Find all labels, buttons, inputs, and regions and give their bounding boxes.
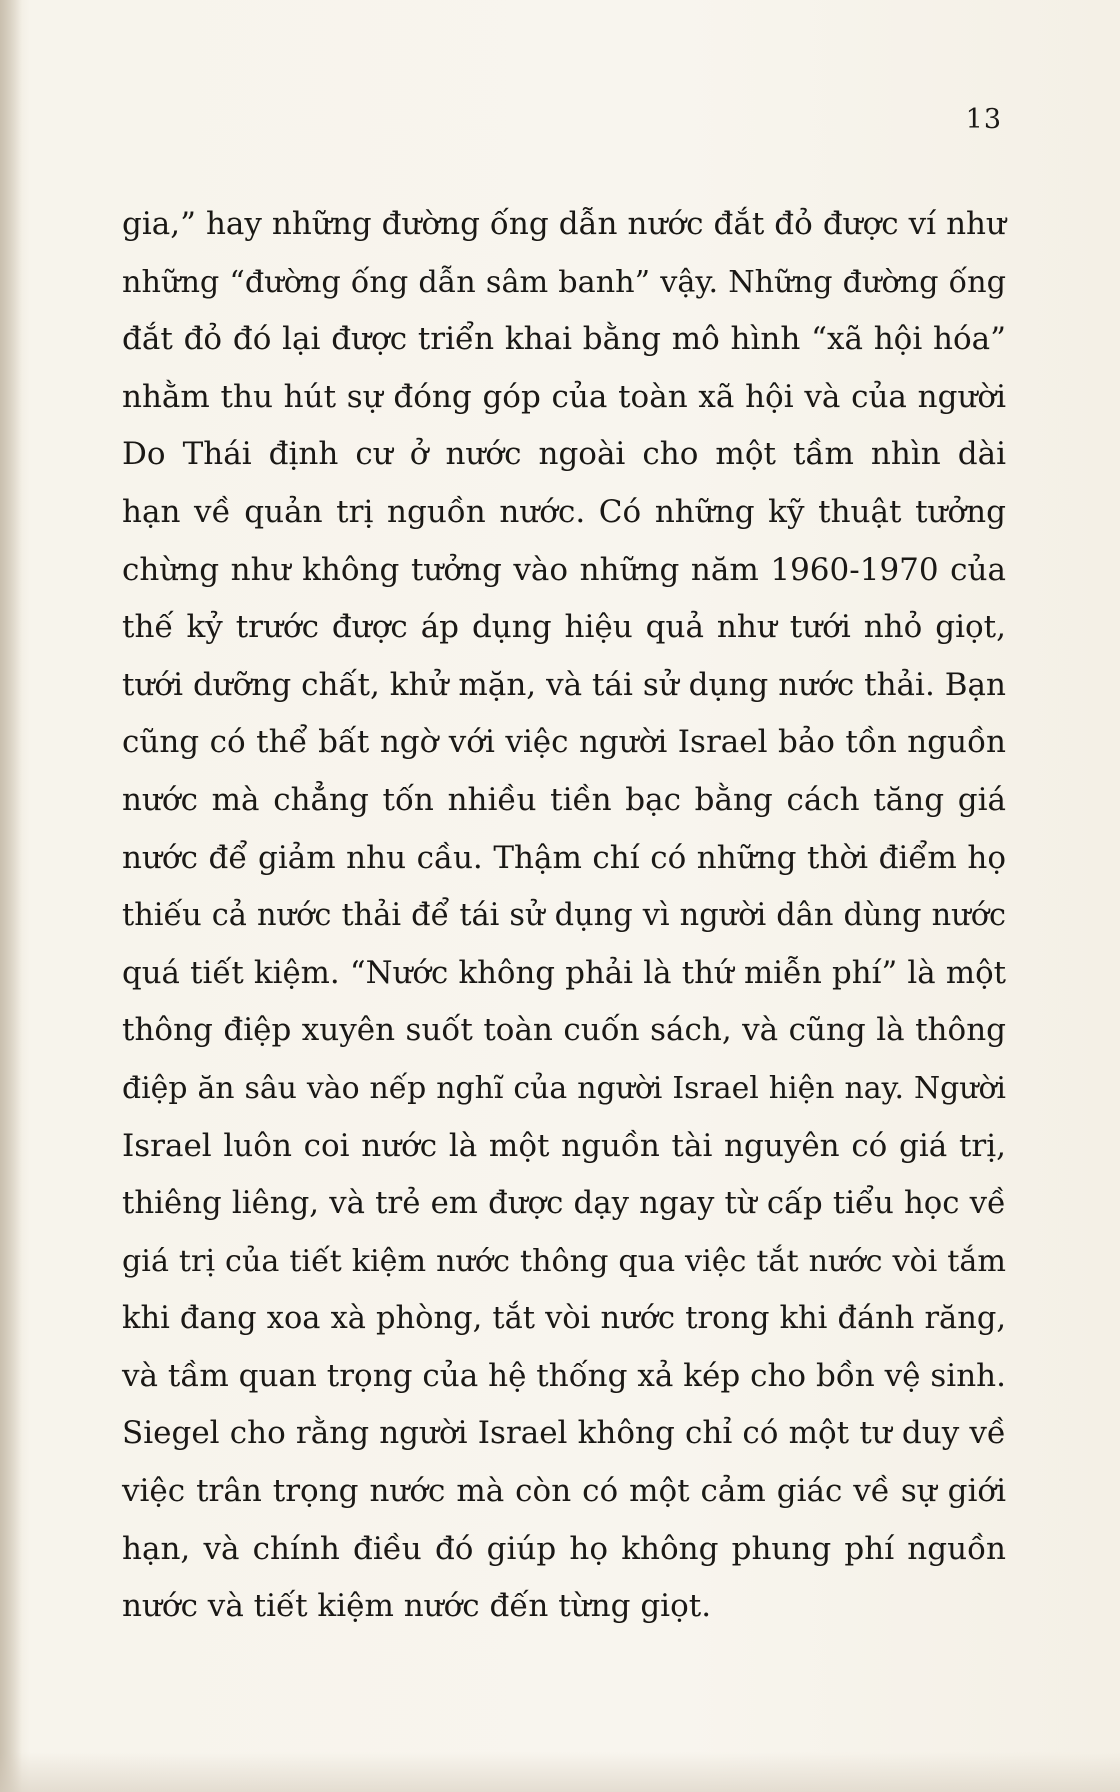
text-line: việc trân trọng nước mà còn có một cảm giác về sự giới xyxy=(122,1473,1006,1510)
text-line: hạn về quản trị nguồn nước. Có những kỹ thuật tưởng xyxy=(122,493,1006,530)
text-line: nước và tiết kiệm nước đến từng giọt. xyxy=(122,1588,712,1625)
text-line: nhằm thu hút sự đóng góp của toàn xã hội và của người xyxy=(122,378,1006,415)
text-line: giá trị của tiết kiệm nước thông qua việc tắt nước vòi tắm xyxy=(122,1243,1006,1279)
text-line: cũng có thể bất ngờ với việc người Israel bảo tồn nguồn xyxy=(122,724,1006,761)
text-line: đắt đỏ đó lại được triển khai bằng mô hình “xã hội hóa” xyxy=(122,321,1006,358)
text-line: chừng như không tưởng vào những năm 1960-1970 của xyxy=(122,551,1006,588)
text-line: quá tiết kiệm. “Nước không phải là thứ miễn phí” là một xyxy=(122,954,1006,991)
text-line: những “đường ống dẫn sâm banh” vậy. Những đường ống xyxy=(122,264,1006,300)
text-line: điệp ăn sâu vào nếp nghĩ của người Israel hiện nay. Người xyxy=(122,1070,1006,1106)
text-line: Siegel cho rằng người Israel không chỉ có một tư duy về xyxy=(122,1415,1006,1452)
text-line: nước mà chẳng tốn nhiều tiền bạc bằng cách tăng giá xyxy=(122,781,1006,818)
page-number: 13 xyxy=(965,104,1002,135)
text-line: tưới dưỡng chất, khử mặn, và tái sử dụng nước thải. Bạn xyxy=(122,666,1006,703)
text-line: thiếu cả nước thải để tái sử dụng vì người dân dùng nước xyxy=(122,898,1006,934)
text-line: khi đang xoa xà phòng, tắt vòi nước trong khi đánh răng, xyxy=(122,1301,1006,1337)
body-paragraph xyxy=(122,196,1006,1636)
text-line: Israel luôn coi nước là một nguồn tài nguyên có giá trị, xyxy=(122,1127,1006,1164)
text-line: hạn, và chính điều đó giúp họ không phung phí nguồn xyxy=(122,1530,1006,1567)
text-line: Do Thái định cư ở nước ngoài cho một tầm nhìn dài xyxy=(122,436,1006,473)
text-line: thiêng liêng, và trẻ em được dạy ngay từ cấp tiểu học về xyxy=(122,1185,1006,1222)
text-line: nước để giảm nhu cầu. Thậm chí có những thời điểm họ xyxy=(122,839,1006,876)
text-line: thế kỷ trước được áp dụng hiệu quả như tưới nhỏ giọt, xyxy=(122,609,1006,646)
text-line: gia,” hay những đường ống dẫn nước đắt đỏ được ví như xyxy=(122,206,1006,242)
text-line: thông điệp xuyên suốt toàn cuốn sách, và cũng là thông xyxy=(122,1012,1006,1049)
text-line: và tầm quan trọng của hệ thống xả kép cho bồn vệ sinh. xyxy=(122,1357,1006,1394)
